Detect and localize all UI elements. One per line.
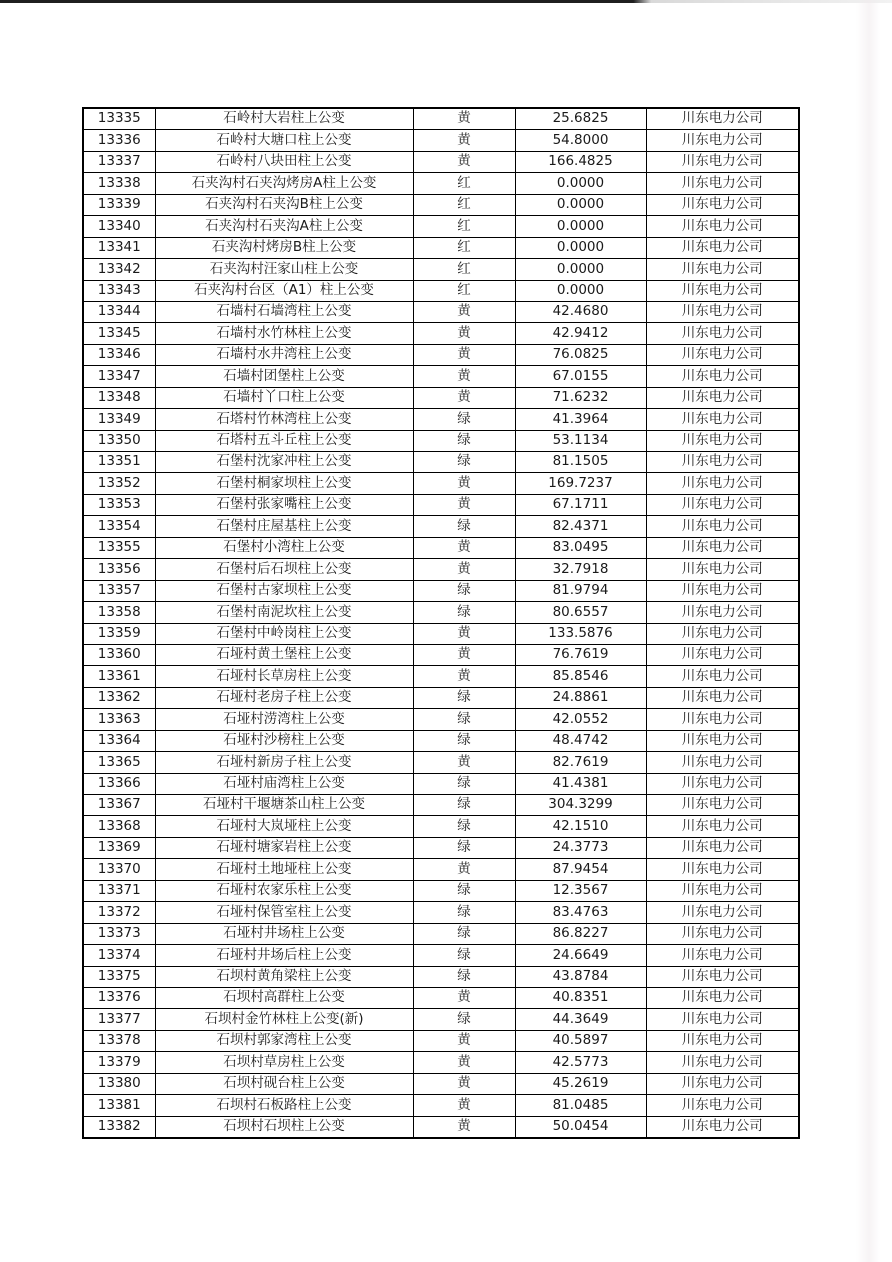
cell-id: 13357 bbox=[83, 580, 155, 601]
cell-company: 川东电力公司 bbox=[646, 216, 799, 237]
cell-value: 40.8351 bbox=[515, 987, 646, 1008]
cell-name: 石垭村井场柱上公变 bbox=[155, 923, 413, 944]
cell-company: 川东电力公司 bbox=[646, 1116, 799, 1138]
cell-color: 黄 bbox=[413, 644, 515, 665]
cell-color: 黄 bbox=[413, 859, 515, 880]
cell-company: 川东电力公司 bbox=[646, 644, 799, 665]
cell-name: 石堡村后石坝柱上公变 bbox=[155, 559, 413, 580]
cell-id: 13363 bbox=[83, 709, 155, 730]
cell-value: 41.3964 bbox=[515, 409, 646, 430]
table-row bbox=[83, 602, 799, 623]
table-row bbox=[83, 837, 799, 858]
cell-id: 13343 bbox=[83, 280, 155, 301]
cell-company: 川东电力公司 bbox=[646, 602, 799, 623]
cell-company: 川东电力公司 bbox=[646, 837, 799, 858]
cell-name: 石岭村八块田柱上公变 bbox=[155, 151, 413, 172]
cell-color: 绿 bbox=[413, 945, 515, 966]
cell-color: 绿 bbox=[413, 602, 515, 623]
table-row bbox=[83, 173, 799, 194]
table-row bbox=[83, 473, 799, 494]
cell-color: 绿 bbox=[413, 730, 515, 751]
table-row bbox=[83, 130, 799, 151]
cell-color: 红 bbox=[413, 173, 515, 194]
table-row bbox=[83, 795, 799, 816]
cell-company: 川东电力公司 bbox=[646, 452, 799, 473]
table-row bbox=[83, 194, 799, 215]
table-row bbox=[83, 966, 799, 987]
cell-color: 黄 bbox=[413, 623, 515, 644]
cell-name: 石岭村大塘口柱上公变 bbox=[155, 130, 413, 151]
cell-value: 42.5773 bbox=[515, 1052, 646, 1073]
cell-company: 川东电力公司 bbox=[646, 816, 799, 837]
table-row bbox=[83, 259, 799, 280]
cell-value: 48.4742 bbox=[515, 730, 646, 751]
cell-name: 石夹沟村台区（A1）柱上公变 bbox=[155, 280, 413, 301]
cell-color: 黄 bbox=[413, 344, 515, 365]
cell-name: 石垭村庙湾柱上公变 bbox=[155, 773, 413, 794]
cell-color: 黄 bbox=[413, 1052, 515, 1073]
cell-id: 13335 bbox=[83, 108, 155, 130]
cell-color: 黄 bbox=[413, 1095, 515, 1116]
cell-company: 川东电力公司 bbox=[646, 387, 799, 408]
cell-color: 绿 bbox=[413, 966, 515, 987]
cell-company: 川东电力公司 bbox=[646, 923, 799, 944]
table-row bbox=[83, 1073, 799, 1094]
cell-value: 43.8784 bbox=[515, 966, 646, 987]
cell-color: 绿 bbox=[413, 1009, 515, 1030]
cell-value: 42.9412 bbox=[515, 323, 646, 344]
table-row bbox=[83, 859, 799, 880]
cell-company: 川东电力公司 bbox=[646, 237, 799, 258]
cell-id: 13381 bbox=[83, 1095, 155, 1116]
cell-name: 石垭村农家乐柱上公变 bbox=[155, 880, 413, 901]
table-row bbox=[83, 559, 799, 580]
table-row bbox=[83, 430, 799, 451]
cell-company: 川东电力公司 bbox=[646, 559, 799, 580]
cell-color: 黄 bbox=[413, 108, 515, 130]
cell-value: 53.1134 bbox=[515, 430, 646, 451]
cell-color: 黄 bbox=[413, 366, 515, 387]
cell-id: 13351 bbox=[83, 452, 155, 473]
cell-color: 绿 bbox=[413, 923, 515, 944]
cell-name: 石塔村竹林湾柱上公变 bbox=[155, 409, 413, 430]
cell-name: 石岭村大岩柱上公变 bbox=[155, 108, 413, 130]
cell-color: 绿 bbox=[413, 773, 515, 794]
cell-name: 石墙村石墙湾柱上公变 bbox=[155, 301, 413, 322]
cell-id: 13379 bbox=[83, 1052, 155, 1073]
cell-name: 石坝村草房柱上公变 bbox=[155, 1052, 413, 1073]
cell-color: 黄 bbox=[413, 666, 515, 687]
cell-color: 黄 bbox=[413, 1030, 515, 1051]
table-row bbox=[83, 945, 799, 966]
cell-name: 石垭村沙榜柱上公变 bbox=[155, 730, 413, 751]
cell-color: 黄 bbox=[413, 1116, 515, 1138]
cell-value: 80.6557 bbox=[515, 602, 646, 623]
cell-name: 石垭村老房子柱上公变 bbox=[155, 687, 413, 708]
cell-name: 石墙村团堡柱上公变 bbox=[155, 366, 413, 387]
cell-id: 13364 bbox=[83, 730, 155, 751]
cell-value: 82.4371 bbox=[515, 516, 646, 537]
cell-value: 41.4381 bbox=[515, 773, 646, 794]
cell-name: 石夹沟村烤房B柱上公变 bbox=[155, 237, 413, 258]
cell-value: 24.3773 bbox=[515, 837, 646, 858]
cell-value: 0.0000 bbox=[515, 173, 646, 194]
cell-company: 川东电力公司 bbox=[646, 902, 799, 923]
cell-value: 81.0485 bbox=[515, 1095, 646, 1116]
cell-color: 黄 bbox=[413, 473, 515, 494]
cell-value: 44.3649 bbox=[515, 1009, 646, 1030]
cell-value: 82.7619 bbox=[515, 752, 646, 773]
cell-id: 13345 bbox=[83, 323, 155, 344]
cell-name: 石坝村金竹林柱上公变(新) bbox=[155, 1009, 413, 1030]
cell-name: 石堡村南泥坎柱上公变 bbox=[155, 602, 413, 623]
cell-color: 黄 bbox=[413, 323, 515, 344]
transformer-record-table bbox=[82, 107, 800, 1139]
table-row bbox=[83, 580, 799, 601]
cell-company: 川东电力公司 bbox=[646, 1095, 799, 1116]
cell-value: 0.0000 bbox=[515, 280, 646, 301]
cell-color: 绿 bbox=[413, 580, 515, 601]
cell-name: 石垭村保管室柱上公变 bbox=[155, 902, 413, 923]
cell-id: 13338 bbox=[83, 173, 155, 194]
cell-value: 76.7619 bbox=[515, 644, 646, 665]
cell-name: 石塔村五斗丘柱上公变 bbox=[155, 430, 413, 451]
cell-name: 石垭村土地垭柱上公变 bbox=[155, 859, 413, 880]
cell-id: 13371 bbox=[83, 880, 155, 901]
cell-id: 13349 bbox=[83, 409, 155, 430]
cell-company: 川东电力公司 bbox=[646, 473, 799, 494]
cell-id: 13365 bbox=[83, 752, 155, 773]
cell-id: 13380 bbox=[83, 1073, 155, 1094]
cell-id: 13374 bbox=[83, 945, 155, 966]
cell-id: 13360 bbox=[83, 644, 155, 665]
cell-color: 绿 bbox=[413, 902, 515, 923]
cell-value: 42.0552 bbox=[515, 709, 646, 730]
cell-id: 13346 bbox=[83, 344, 155, 365]
table-row bbox=[83, 323, 799, 344]
cell-name: 石夹沟村石夹沟烤房A柱上公变 bbox=[155, 173, 413, 194]
cell-id: 13341 bbox=[83, 237, 155, 258]
table-row bbox=[83, 1116, 799, 1138]
cell-value: 304.3299 bbox=[515, 795, 646, 816]
cell-name: 石垭村干堰塘茶山柱上公变 bbox=[155, 795, 413, 816]
table-row bbox=[83, 902, 799, 923]
cell-value: 83.4763 bbox=[515, 902, 646, 923]
cell-color: 红 bbox=[413, 237, 515, 258]
table-row bbox=[83, 816, 799, 837]
cell-company: 川东电力公司 bbox=[646, 773, 799, 794]
cell-color: 黄 bbox=[413, 1073, 515, 1094]
table-row bbox=[83, 280, 799, 301]
table-row bbox=[83, 409, 799, 430]
cell-name: 石堡村庄屋基柱上公变 bbox=[155, 516, 413, 537]
cell-value: 133.5876 bbox=[515, 623, 646, 644]
cell-id: 13352 bbox=[83, 473, 155, 494]
table-row bbox=[83, 687, 799, 708]
cell-color: 绿 bbox=[413, 880, 515, 901]
cell-id: 13372 bbox=[83, 902, 155, 923]
page-right-edge-artifact bbox=[856, 0, 880, 1262]
table-row bbox=[83, 151, 799, 172]
cell-id: 13359 bbox=[83, 623, 155, 644]
cell-name: 石垭村新房子柱上公变 bbox=[155, 752, 413, 773]
table-row bbox=[83, 494, 799, 515]
cell-company: 川东电力公司 bbox=[646, 1052, 799, 1073]
cell-name: 石墙村丫口柱上公变 bbox=[155, 387, 413, 408]
cell-value: 24.8861 bbox=[515, 687, 646, 708]
cell-name: 石夹沟村汪家山柱上公变 bbox=[155, 259, 413, 280]
cell-color: 绿 bbox=[413, 816, 515, 837]
table-row bbox=[83, 730, 799, 751]
table-body bbox=[83, 108, 799, 1138]
cell-name: 石坝村郭家湾柱上公变 bbox=[155, 1030, 413, 1051]
cell-value: 12.3567 bbox=[515, 880, 646, 901]
cell-id: 13340 bbox=[83, 216, 155, 237]
cell-id: 13344 bbox=[83, 301, 155, 322]
table-row bbox=[83, 773, 799, 794]
cell-id: 13369 bbox=[83, 837, 155, 858]
table-row bbox=[83, 1009, 799, 1030]
cell-name: 石垭村黄土堡柱上公变 bbox=[155, 644, 413, 665]
cell-id: 13336 bbox=[83, 130, 155, 151]
cell-color: 绿 bbox=[413, 430, 515, 451]
cell-value: 50.0454 bbox=[515, 1116, 646, 1138]
cell-company: 川东电力公司 bbox=[646, 1030, 799, 1051]
cell-company: 川东电力公司 bbox=[646, 151, 799, 172]
table-row bbox=[83, 387, 799, 408]
cell-color: 黄 bbox=[413, 494, 515, 515]
cell-company: 川东电力公司 bbox=[646, 966, 799, 987]
cell-company: 川东电力公司 bbox=[646, 880, 799, 901]
cell-value: 166.4825 bbox=[515, 151, 646, 172]
cell-company: 川东电力公司 bbox=[646, 494, 799, 515]
cell-id: 13362 bbox=[83, 687, 155, 708]
table-row bbox=[83, 666, 799, 687]
cell-id: 13382 bbox=[83, 1116, 155, 1138]
cell-color: 红 bbox=[413, 216, 515, 237]
cell-value: 0.0000 bbox=[515, 194, 646, 215]
cell-name: 石垭村长草房柱上公变 bbox=[155, 666, 413, 687]
cell-company: 川东电力公司 bbox=[646, 730, 799, 751]
cell-name: 石坝村砚台柱上公变 bbox=[155, 1073, 413, 1094]
cell-name: 石垭村井场后柱上公变 bbox=[155, 945, 413, 966]
cell-value: 83.0495 bbox=[515, 537, 646, 558]
cell-company: 川东电力公司 bbox=[646, 173, 799, 194]
cell-value: 86.8227 bbox=[515, 923, 646, 944]
cell-id: 13348 bbox=[83, 387, 155, 408]
cell-company: 川东电力公司 bbox=[646, 1009, 799, 1030]
cell-name: 石坝村黄角梁柱上公变 bbox=[155, 966, 413, 987]
table-row bbox=[83, 644, 799, 665]
cell-id: 13361 bbox=[83, 666, 155, 687]
cell-company: 川东电力公司 bbox=[646, 859, 799, 880]
cell-color: 黄 bbox=[413, 387, 515, 408]
cell-value: 81.9794 bbox=[515, 580, 646, 601]
cell-color: 黄 bbox=[413, 559, 515, 580]
cell-value: 54.8000 bbox=[515, 130, 646, 151]
cell-color: 绿 bbox=[413, 452, 515, 473]
cell-name: 石堡村小湾柱上公变 bbox=[155, 537, 413, 558]
cell-company: 川东电力公司 bbox=[646, 108, 799, 130]
cell-value: 67.0155 bbox=[515, 366, 646, 387]
table-row bbox=[83, 344, 799, 365]
cell-name: 石垭村大岚垭柱上公变 bbox=[155, 816, 413, 837]
cell-value: 42.4680 bbox=[515, 301, 646, 322]
cell-value: 45.2619 bbox=[515, 1073, 646, 1094]
table-row bbox=[83, 1030, 799, 1051]
cell-value: 0.0000 bbox=[515, 216, 646, 237]
table-row bbox=[83, 216, 799, 237]
table-row bbox=[83, 366, 799, 387]
cell-company: 川东电力公司 bbox=[646, 344, 799, 365]
cell-value: 71.6232 bbox=[515, 387, 646, 408]
cell-company: 川东电力公司 bbox=[646, 130, 799, 151]
cell-value: 67.1711 bbox=[515, 494, 646, 515]
cell-company: 川东电力公司 bbox=[646, 366, 799, 387]
cell-name: 石堡村中岭岗柱上公变 bbox=[155, 623, 413, 644]
cell-color: 绿 bbox=[413, 409, 515, 430]
cell-company: 川东电力公司 bbox=[646, 666, 799, 687]
cell-id: 13347 bbox=[83, 366, 155, 387]
cell-id: 13354 bbox=[83, 516, 155, 537]
cell-id: 13350 bbox=[83, 430, 155, 451]
cell-color: 黄 bbox=[413, 537, 515, 558]
table-row bbox=[83, 987, 799, 1008]
cell-id: 13377 bbox=[83, 1009, 155, 1030]
cell-id: 13366 bbox=[83, 773, 155, 794]
cell-id: 13339 bbox=[83, 194, 155, 215]
cell-company: 川东电力公司 bbox=[646, 945, 799, 966]
table-row bbox=[83, 537, 799, 558]
cell-company: 川东电力公司 bbox=[646, 194, 799, 215]
table-row bbox=[83, 108, 799, 130]
cell-id: 13367 bbox=[83, 795, 155, 816]
cell-id: 13355 bbox=[83, 537, 155, 558]
cell-name: 石堡村古家坝柱上公变 bbox=[155, 580, 413, 601]
table-row bbox=[83, 752, 799, 773]
cell-company: 川东电力公司 bbox=[646, 409, 799, 430]
cell-name: 石夹沟村石夹沟B柱上公变 bbox=[155, 194, 413, 215]
table-row bbox=[83, 301, 799, 322]
page-top-edge-artifact bbox=[0, 0, 892, 3]
cell-color: 绿 bbox=[413, 795, 515, 816]
table-row bbox=[83, 237, 799, 258]
cell-company: 川东电力公司 bbox=[646, 323, 799, 344]
cell-color: 绿 bbox=[413, 516, 515, 537]
cell-value: 0.0000 bbox=[515, 259, 646, 280]
cell-company: 川东电力公司 bbox=[646, 987, 799, 1008]
cell-color: 绿 bbox=[413, 709, 515, 730]
cell-company: 川东电力公司 bbox=[646, 580, 799, 601]
cell-company: 川东电力公司 bbox=[646, 623, 799, 644]
cell-color: 黄 bbox=[413, 151, 515, 172]
cell-name: 石墙村水竹林柱上公变 bbox=[155, 323, 413, 344]
cell-name: 石垭村涝湾柱上公变 bbox=[155, 709, 413, 730]
table-row bbox=[83, 1095, 799, 1116]
cell-company: 川东电力公司 bbox=[646, 687, 799, 708]
table-row bbox=[83, 516, 799, 537]
cell-value: 81.1505 bbox=[515, 452, 646, 473]
cell-color: 黄 bbox=[413, 987, 515, 1008]
cell-name: 石坝村高群柱上公变 bbox=[155, 987, 413, 1008]
table-row bbox=[83, 880, 799, 901]
cell-value: 87.9454 bbox=[515, 859, 646, 880]
cell-name: 石坝村石板路柱上公变 bbox=[155, 1095, 413, 1116]
table-row bbox=[83, 452, 799, 473]
cell-color: 红 bbox=[413, 259, 515, 280]
cell-company: 川东电力公司 bbox=[646, 795, 799, 816]
cell-id: 13353 bbox=[83, 494, 155, 515]
cell-color: 红 bbox=[413, 194, 515, 215]
cell-color: 黄 bbox=[413, 301, 515, 322]
cell-id: 13373 bbox=[83, 923, 155, 944]
cell-id: 13356 bbox=[83, 559, 155, 580]
table-row bbox=[83, 1052, 799, 1073]
cell-value: 24.6649 bbox=[515, 945, 646, 966]
cell-id: 13370 bbox=[83, 859, 155, 880]
cell-value: 42.1510 bbox=[515, 816, 646, 837]
cell-name: 石堡村沈家冲柱上公变 bbox=[155, 452, 413, 473]
cell-color: 黄 bbox=[413, 130, 515, 151]
cell-value: 25.6825 bbox=[515, 108, 646, 130]
cell-company: 川东电力公司 bbox=[646, 1073, 799, 1094]
cell-id: 13358 bbox=[83, 602, 155, 623]
cell-name: 石坝村石坝柱上公变 bbox=[155, 1116, 413, 1138]
cell-value: 32.7918 bbox=[515, 559, 646, 580]
cell-name: 石堡村张家嘴柱上公变 bbox=[155, 494, 413, 515]
cell-company: 川东电力公司 bbox=[646, 280, 799, 301]
cell-id: 13368 bbox=[83, 816, 155, 837]
cell-company: 川东电力公司 bbox=[646, 537, 799, 558]
table-row bbox=[83, 623, 799, 644]
cell-company: 川东电力公司 bbox=[646, 259, 799, 280]
cell-name: 石夹沟村石夹沟A柱上公变 bbox=[155, 216, 413, 237]
cell-value: 169.7237 bbox=[515, 473, 646, 494]
cell-company: 川东电力公司 bbox=[646, 516, 799, 537]
cell-color: 绿 bbox=[413, 837, 515, 858]
cell-company: 川东电力公司 bbox=[646, 430, 799, 451]
cell-color: 红 bbox=[413, 280, 515, 301]
cell-id: 13342 bbox=[83, 259, 155, 280]
cell-color: 黄 bbox=[413, 752, 515, 773]
cell-value: 85.8546 bbox=[515, 666, 646, 687]
cell-value: 76.0825 bbox=[515, 344, 646, 365]
cell-name: 石垭村塘家岩柱上公变 bbox=[155, 837, 413, 858]
cell-color: 绿 bbox=[413, 687, 515, 708]
cell-id: 13376 bbox=[83, 987, 155, 1008]
cell-company: 川东电力公司 bbox=[646, 752, 799, 773]
cell-id: 13375 bbox=[83, 966, 155, 987]
cell-value: 0.0000 bbox=[515, 237, 646, 258]
table-row bbox=[83, 923, 799, 944]
cell-name: 石墙村水井湾柱上公变 bbox=[155, 344, 413, 365]
cell-company: 川东电力公司 bbox=[646, 301, 799, 322]
cell-id: 13337 bbox=[83, 151, 155, 172]
cell-id: 13378 bbox=[83, 1030, 155, 1051]
table-row bbox=[83, 709, 799, 730]
cell-company: 川东电力公司 bbox=[646, 709, 799, 730]
cell-value: 40.5897 bbox=[515, 1030, 646, 1051]
cell-name: 石堡村桐家坝柱上公变 bbox=[155, 473, 413, 494]
